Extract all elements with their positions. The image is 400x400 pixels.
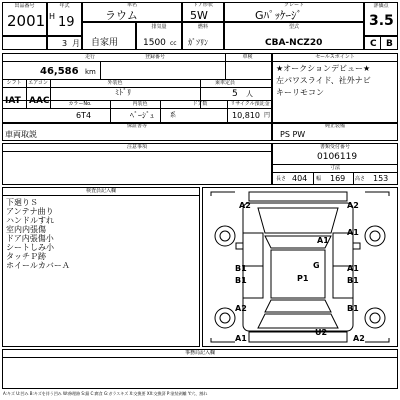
displacement-value: 1500: [143, 38, 166, 48]
auction-no-label: 出品番号: [14, 3, 35, 9]
history-label: 注意事項: [126, 144, 147, 150]
car-name-box: [82, 2, 182, 22]
height-value: 153: [373, 174, 389, 183]
equipment-label: 純正装備: [324, 123, 345, 129]
doc-box: [272, 143, 398, 185]
model-label: 型式: [288, 24, 299, 30]
sales-point-1: ★オークションデビュー★: [276, 64, 371, 73]
inspection-label: 車検: [242, 54, 253, 60]
damage-mark: A2: [353, 334, 365, 343]
height-label: 高さ: [355, 176, 366, 182]
length-label: 長さ: [276, 176, 287, 182]
inspector-box: [2, 187, 200, 347]
shift-value: IAT: [5, 96, 21, 106]
damage-mark: A1: [235, 334, 247, 343]
grade-label: グレード: [283, 2, 304, 8]
legend-text: A:キズ U:凹み B:キズを伴う凹み W:修理跡 S:錆 C:腐食 G:ガラスキズ X:交換要 XX:交換済 P:塗装剥離 Y:穴、割れ: [3, 391, 208, 396]
capacity-label: 乗車定員: [214, 80, 235, 86]
damage-mark: A2: [347, 201, 359, 210]
damage-mark: A1: [317, 236, 329, 245]
car-diagram-box: [202, 187, 398, 347]
damage-mark: U2: [315, 328, 328, 337]
usage-box: [82, 22, 136, 50]
color-value: ﾐﾄﾞﾘ: [115, 88, 131, 97]
mileage-unit: km: [85, 68, 96, 76]
owner-notes-box: [2, 123, 272, 141]
doors-box: [182, 2, 224, 22]
damage-mark: B1: [235, 264, 247, 273]
year-label: 年式: [59, 3, 70, 9]
damage-mark: A2: [235, 304, 247, 313]
sales-point-2: 左パワスライド、社外ナビ: [276, 76, 371, 85]
recycle-value: 10,810: [232, 111, 260, 120]
equipment-value: PS PW: [280, 130, 306, 139]
owner-notes-label: 保証書等: [126, 123, 147, 129]
doc-no-label: 書類受付番号: [319, 144, 350, 150]
era-letter: H: [49, 12, 56, 21]
inspector-note: 下廻りＳ: [6, 198, 38, 207]
model-box: [224, 22, 364, 50]
inspector-note: 室内内張傷: [6, 225, 46, 234]
capacity-unit: 人: [246, 90, 253, 98]
score-value: 3.5: [369, 13, 394, 29]
displacement-box: [136, 22, 182, 50]
recycle-label: リサイクル預託金: [230, 101, 270, 107]
auction-no-value: 2001: [7, 12, 46, 30]
inspector-note: ハンドルすれ: [6, 216, 54, 225]
sales-point-box: [272, 53, 398, 123]
inspector-note: シートしみ小: [6, 243, 54, 252]
equipment-box: [272, 123, 398, 141]
eval-box: [364, 2, 398, 36]
eval-label: 評価点: [373, 3, 389, 9]
month-unit: 月: [72, 39, 80, 48]
doc-no-value: 0106119: [317, 152, 358, 162]
color-no-label: カラーNo.: [68, 101, 92, 107]
width-value: 169: [330, 174, 346, 183]
damage-mark: A1: [347, 228, 359, 237]
interior-suffix: 系: [170, 112, 177, 119]
mileage-label: 走行: [84, 54, 95, 60]
inspector-note: ホイールカバーＡ: [6, 261, 70, 270]
cc-unit: cc: [170, 40, 177, 47]
office-box: [2, 349, 398, 389]
capacity-value: 5: [232, 89, 238, 99]
auction-no-box: [2, 2, 47, 36]
ac-label: エアコン: [28, 80, 48, 86]
color-no-value: 6T4: [76, 111, 92, 120]
int-grade: B: [386, 39, 393, 49]
month-value: 3: [62, 39, 68, 48]
fuel-label: 燃料: [197, 24, 208, 30]
grade-value: Gﾊﾟｯｹｰｼﾞ: [255, 9, 303, 22]
fuel-value: ｶﾞｿﾘﾝ: [188, 38, 208, 47]
year-value: 19: [58, 15, 75, 30]
owner-notes-value: 車両取説: [5, 130, 37, 139]
color-label: 外装色: [107, 80, 123, 86]
reg-label: 登録番号: [144, 54, 165, 60]
fuel-box: [182, 22, 224, 50]
damage-mark: B1: [347, 304, 359, 313]
model-value: CBA-NCZ20: [265, 38, 323, 48]
ext-grade: C: [370, 39, 377, 49]
damage-mark: B1: [347, 276, 359, 285]
interior-value: ﾍﾞｰｼﾞｭ: [130, 111, 154, 120]
mileage-value: 46,586: [40, 66, 79, 77]
damage-mark: A2: [239, 201, 251, 210]
inspector-note: アンテナ曲り: [6, 207, 54, 216]
grade-box: [224, 2, 364, 22]
width-label: 幅: [316, 176, 322, 182]
ac-value: AAC: [29, 96, 50, 106]
year-box: [47, 2, 82, 36]
damage-mark: G: [313, 261, 320, 270]
shift-label: シフト: [6, 80, 22, 86]
dimensions-label: 寸法: [329, 165, 340, 171]
sales-point-label: セールスポイント: [315, 54, 355, 60]
doors-label: ドア形状: [193, 2, 213, 8]
door-count-label: ドア数: [192, 101, 208, 107]
left-blank-box: [2, 36, 47, 50]
length-value: 404: [292, 174, 308, 183]
car-name-label: 車名: [126, 2, 137, 8]
car-name-value: ラウム: [105, 9, 138, 22]
inspector-note: タッチＰ跡: [6, 252, 46, 261]
inspector-note: ドア内張傷小: [6, 234, 54, 243]
doors-value: 5W: [190, 9, 208, 22]
damage-mark: A1: [347, 264, 359, 273]
sales-point-3: キーリモコン: [276, 88, 324, 97]
damage-mark: B1: [235, 276, 247, 285]
damage-mark: P1: [297, 274, 309, 283]
inspector-title: 検査員記入欄: [85, 188, 116, 194]
car-body-diagram: [203, 188, 397, 346]
usage-value: 自家用: [91, 38, 119, 48]
office-title: 事務局記入欄: [184, 350, 215, 356]
month-box: [47, 36, 82, 50]
history-box: [2, 143, 272, 185]
interior-label: 内装色: [132, 101, 148, 107]
displacement-label: 排気量: [151, 24, 167, 30]
ext-int-box: [364, 36, 398, 50]
recycle-unit: 円: [264, 112, 271, 119]
